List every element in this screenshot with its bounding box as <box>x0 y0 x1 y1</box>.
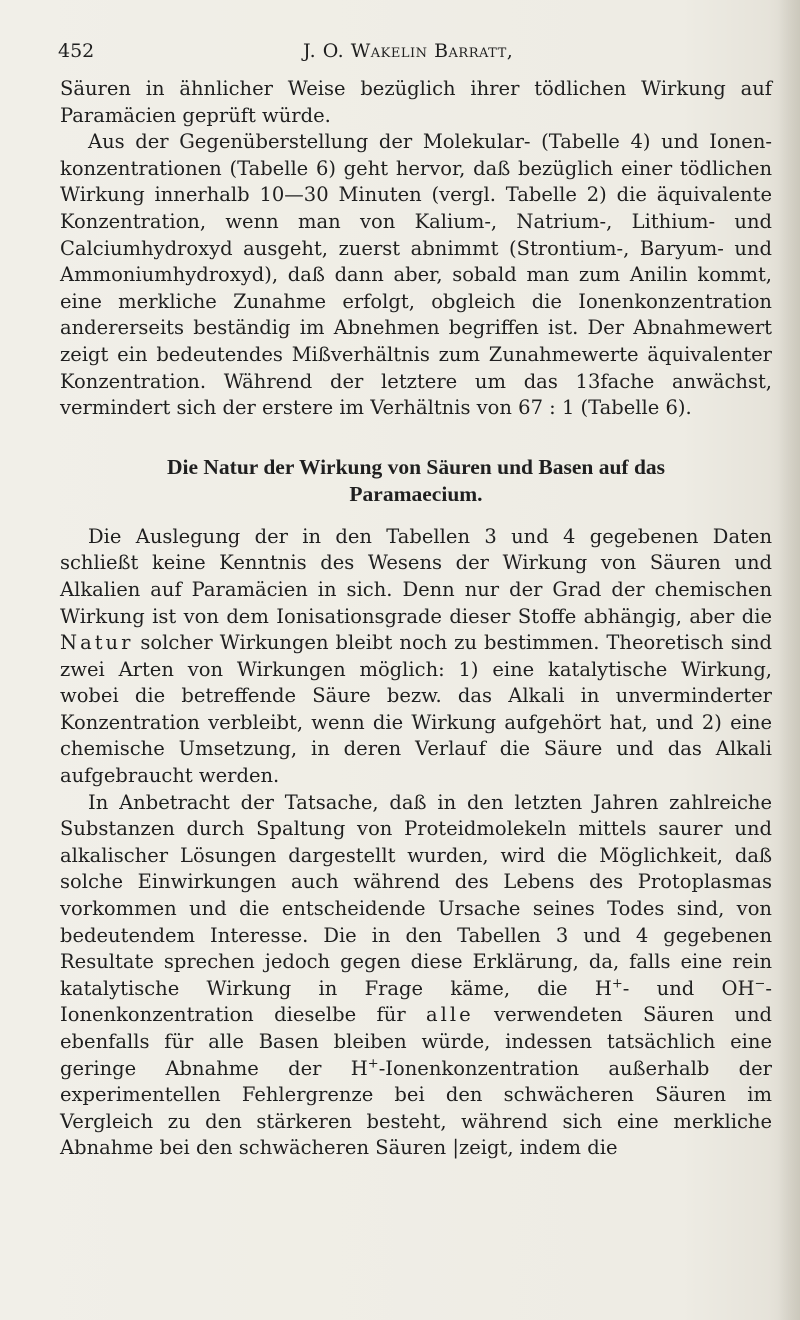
superscript-plus: + <box>611 976 623 992</box>
page-edge-shadow <box>778 0 800 1320</box>
text-run: -Ionenkonzentration dieselbe für <box>60 976 773 1027</box>
text-run: -Ionenkonzentration außerhalb der experimentellen Fehlergrenze bei den schwächeren Säuren im Vergleich zu den stärkeren besteht, während sich eine merkliche Abnahme bei den schwächeren Säuren |zeigt, indem die <box>60 1056 772 1160</box>
page-number: 452 <box>58 40 95 62</box>
superscript-plus: + <box>367 1056 379 1072</box>
emphasized-word: Natur <box>60 631 134 655</box>
paragraph-consideration <box>60 790 772 1162</box>
section-heading-line-2: Paramaecium. <box>349 481 483 506</box>
text-run: Die Auslegung der in den Tabellen 3 und 4 gegebenen Daten schließt keine Kenntnis des Wesens der Wirkung von Säuren und Alkalien auf Paramäcien in sich. Denn nur der Grad der chemischen Wirkung ist von dem Ionisationsgrade dieser Stoffe abhängig, aber die <box>60 524 772 628</box>
text-run: In Anbetracht der Tatsache, daß in den letzten Jahren zahlreiche Substanzen durch Spaltung von Proteidmolekeln mittels saurer und alkalischer Lösungen dargestellt wurden, wird die Möglichkeit, daß solche Einwirkungen auch während des Lebens des Protoplasmas vorkommen und die entscheidende Ursache seines Todes sind, von bedeutendem Interesse. Die in den Tabellen 3 und 4 gegebenen Resultate sprechen jedoch gegen diese Erklärung, da, falls eine rein katalytische Wirkung in Frage käme, die H <box>60 790 772 1000</box>
superscript-minus: − <box>754 976 766 992</box>
paragraph-interpretation <box>60 524 772 790</box>
text-run: solcher Wirkungen bleibt noch zu bestimmen. Theoretisch sind zwei Arten von Wirkungen möglich: 1) eine katalytische Wirkung, wobei die betreffende Säure bezw. das Alkali in unverminderter Konzentration verbleibt, wenn die Wirkung aufgehört hat, und 2) eine chemische Umsetzung, in deren Verlauf die Säure und das Alkali aufgebraucht werden. <box>60 631 772 788</box>
running-head: J. O. Wakelin Barratt, <box>303 40 514 62</box>
page-header <box>58 40 778 66</box>
paragraph-comparison: Aus der Gegenüberstellung der Molekular- (Tabelle 4) und Ionen-konzentrationen (Tabelle 6) geht hervor, daß bezüglich einer tödlichen Wirkung innerhalb 10—30 Minuten (vergl. Tabelle 2) die äquivalente Konzentration, wenn man von Kalium-, Natrium-, Lithium- und Calciumhydroxyd ausgeht, zuerst abnimmt (Strontium-, Baryum- und Ammoniumhydroxyd), daß dann aber, sobald man zum Anilin kommt, eine merkliche Zunahme erfolgt, obgleich die Ionenkonzentration andererseits beständig im Abnehmen begriffen ist. Der Abnahmewert zeigt ein bedeutendes Mißverhältnis zum Zunahmewerte äquivalenter Konzentration. Während der letztere um das 13fache anwächst, vermindert sich der erstere im Verhältnis von 67 : 1 (Tabelle 6). <box>60 130 772 420</box>
section-heading-line-1: Die Natur der Wirkung von Säuren und Basen auf das <box>166 454 666 479</box>
body-text <box>60 76 772 1162</box>
paragraph-continued: Säuren in ähnlicher Weise bezüglich ihrer tödlichen Wirkung auf Paramäcien geprüft würde. <box>60 77 772 127</box>
text-run: verwendeten Säuren und ebenfalls für alle Basen bleiben würde, indessen tatsächlich eine geringe Abnahme der H <box>60 1003 772 1080</box>
emphasized-word: alle <box>426 1003 474 1027</box>
section-heading <box>60 454 772 508</box>
text-run: - und OH <box>622 976 755 1000</box>
